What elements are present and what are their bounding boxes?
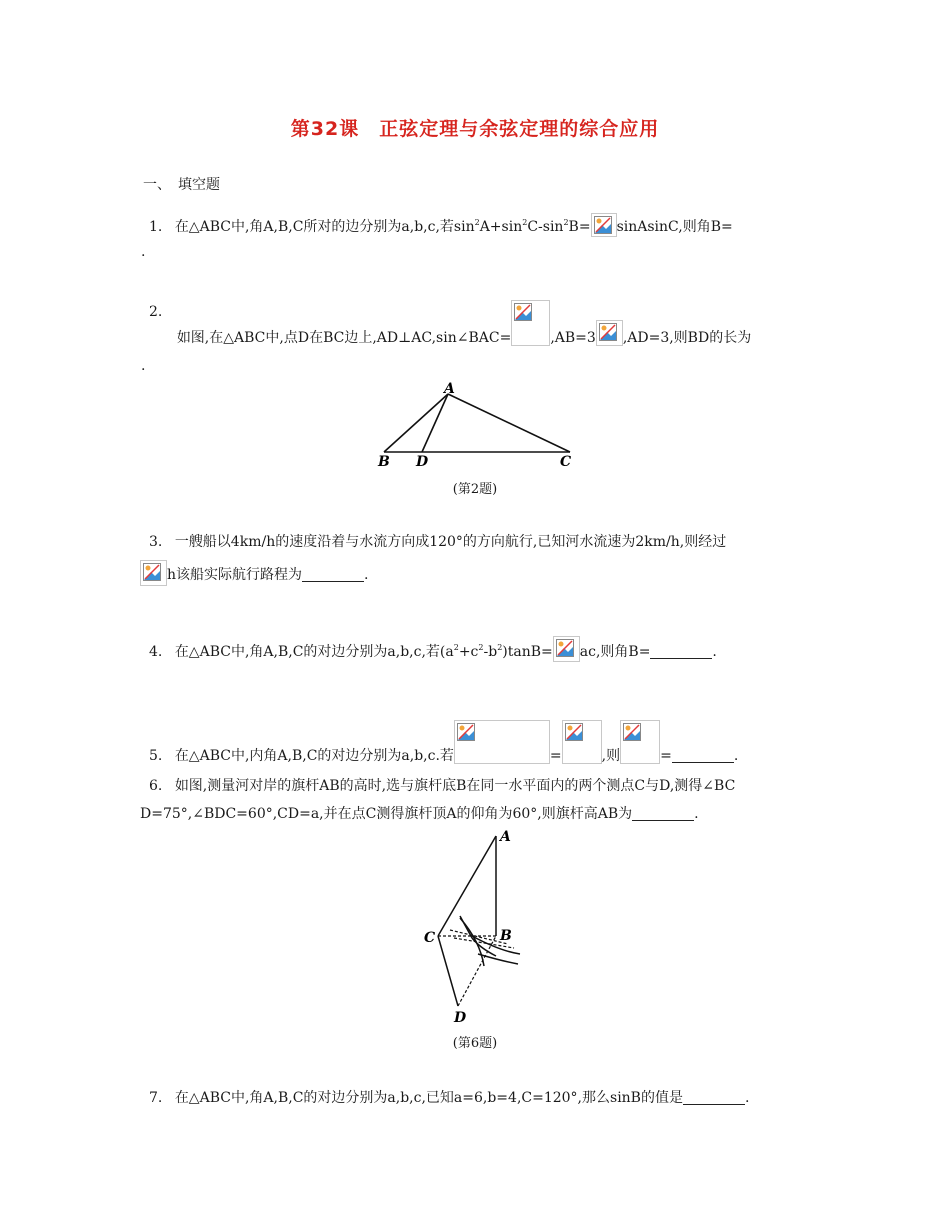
question-1: 1. 在△ABC中,角A,B,C所对的边分别为a,b,c,若$\sin^2A+\sin^2C-\sin^2B=$ sinAsinC,则角B=	[149, 213, 733, 237]
question-number: 2.	[149, 304, 163, 320]
point-label-d: D	[454, 1010, 467, 1026]
broken-image-icon	[454, 720, 550, 764]
question-number: 5.	[149, 748, 163, 764]
question-number: 6.	[149, 778, 163, 794]
section-heading: 一、 填空题	[143, 177, 220, 193]
broken-image-icon	[562, 720, 602, 764]
vertex-label-c: C	[560, 454, 572, 470]
question-5: 5. 在△ABC中,内角A,B,C的对边分别为a,b,c.若 = ,则 = .	[149, 720, 738, 766]
point-label-a: A	[500, 829, 511, 845]
answer-blank[interactable]	[650, 644, 712, 659]
answer-blank[interactable]	[672, 748, 734, 763]
question-2: 2. 如图,在△ABC中,点D在BC边上,AD⊥AC,sin∠BAC= ,AB=3 ,AD=3,则BD的长为	[149, 300, 751, 346]
figure-caption: (第6题)	[452, 1036, 498, 1051]
vertex-label-a: A	[444, 381, 455, 397]
figure-caption: (第2题)	[452, 482, 498, 497]
vertex-label-d: D	[416, 454, 429, 470]
question-number: 1.	[149, 219, 163, 235]
broken-image-icon	[140, 560, 167, 586]
question-6: 6. 如图,测量河对岸的旗杆AB的高时,选与旗杆底B在同一水平面内的两个测点C与D,测得∠BC	[149, 778, 736, 794]
flagpole-figure	[420, 826, 540, 1026]
answer-blank[interactable]	[683, 1090, 745, 1105]
answer-blank[interactable]	[632, 806, 694, 821]
broken-image-icon	[596, 320, 623, 346]
question-number: 7.	[149, 1090, 163, 1106]
question-number: 4.	[149, 644, 163, 660]
page-title: 第32课 正弦定理与余弦定理的综合应用	[290, 118, 660, 140]
answer-blank[interactable]	[302, 567, 364, 582]
point-label-b: B	[500, 928, 512, 944]
broken-image-icon	[591, 213, 617, 237]
question-number: 3.	[149, 534, 163, 550]
broken-image-icon	[511, 300, 550, 346]
triangle-figure	[370, 380, 590, 472]
question-7: 7. 在△ABC中,角A,B,C的对边分别为a,b,c,已知a=6,b=4,C=120°,那么sinB的值是 .	[149, 1090, 750, 1106]
question-3: 3. 一艘船以4km/h的速度沿着与水流方向成120°的方向航行,已知河水流速为2km/h,则经过	[149, 534, 727, 550]
broken-image-icon	[553, 636, 580, 662]
vertex-label-b: B	[378, 454, 390, 470]
point-label-c: C	[424, 930, 436, 946]
broken-image-icon	[620, 720, 660, 764]
question-4: 4. 在△ABC中,角A,B,C的对边分别为a,b,c,若$(a^2+c^2-b^2)\tan B=$ ac,则角B= .	[149, 636, 717, 662]
